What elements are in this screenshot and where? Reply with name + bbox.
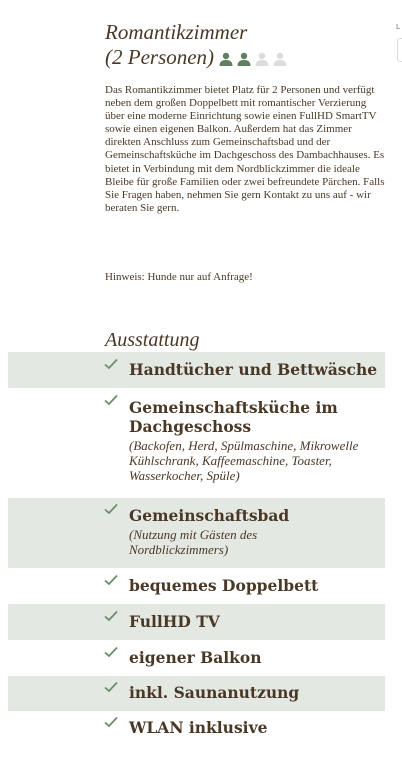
room-title-line2: [105, 45, 365, 70]
check-icon: [104, 394, 118, 406]
amenities-title: Ausstattung: [105, 329, 200, 351]
amenity-label: Gemeinschaftsbad: [129, 506, 290, 525]
check-icon: [104, 646, 118, 658]
person-icon: [218, 52, 234, 66]
amenity-label: inkl. Saunanutzung: [129, 683, 300, 702]
check-icon: [104, 716, 118, 728]
amenity-note: (Backofen, Herd, Spülmaschine, Mikrowelle Kühlschrank, Kaffeemaschine, Toaster, Wasserkocher, Spüle): [129, 438, 359, 483]
person-icon-inactive: [254, 52, 270, 66]
amenity-label: Handtücher und Bettwäsche: [129, 360, 378, 379]
person-icon: [236, 52, 252, 66]
room-title-line1: Romantikzimmer: [105, 20, 248, 44]
check-icon: [104, 358, 118, 370]
amenity-label: Gemeinschaftsküche im Dachgeschoss: [129, 398, 338, 436]
check-icon: [104, 574, 118, 586]
amenity-label: bequemes Doppelbett: [129, 576, 319, 595]
room-description: Das Romantikzimmer bietet Platz für 2 Personen und verfügt neben dem großen Doppelbett mit romantischer Verzierung über eine moderne Einrichtung sowie einen FullHD SmartTV sowie einen eigenen Balkon. Außerdem hat das Zimmer direkten Anschluss zum Gemeinschaftsbad und der Gemeinschaftsküche im Dachgeschoss des Dambachhauses. Es bietet in Verbindung mit dem Nordblickzimmer die ideale Bleibe für große Familien oder zwei befreundete Pärchen. Falls Sie Fragen haben, nehmen Sie gern Kontakt zu uns auf - wir beraten Sie gern.: [105, 84, 385, 214]
amenity-label: WLAN inklusive: [129, 718, 268, 737]
check-icon: [104, 610, 118, 622]
cutoff-label: L: [396, 23, 400, 31]
room-title: [105, 20, 365, 70]
room-capacity-text: (2 Personen): [105, 45, 215, 69]
room-hint: Hinweis: Hunde nur auf Anfrage!: [105, 271, 253, 283]
person-icon-inactive: [272, 52, 288, 66]
amenity-label: eigener Balkon: [129, 648, 262, 667]
check-icon: [104, 503, 118, 515]
amenity-label: FullHD TV: [129, 612, 220, 631]
cutoff-input[interactable]: [397, 38, 402, 62]
check-icon: [104, 681, 118, 693]
person-icons: [218, 52, 288, 66]
amenity-note: (Nutzung mit Gästen des Nordblickzimmers): [129, 527, 258, 557]
